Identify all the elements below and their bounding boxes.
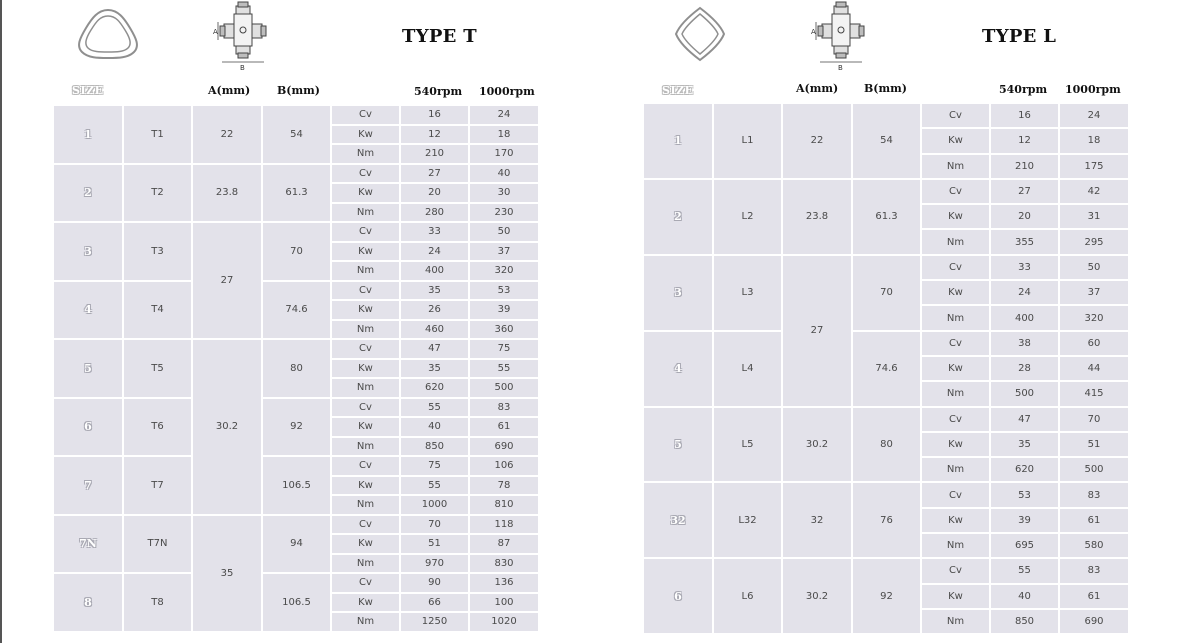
model-code-cell: L3 [713,255,782,331]
model-code-cell: L2 [713,179,782,255]
size-cell: 1 [643,103,713,179]
rpm-1000-header: 1000rpm [479,85,535,98]
rpm-1000-header: 1000rpm [1065,83,1121,96]
b-dimension-cell: 92 [852,558,921,634]
value-540rpm-cell: 90 [400,573,469,593]
value-1000rpm-cell: 830 [469,554,539,574]
value-540rpm-cell: 75 [400,456,469,476]
value-1000rpm-cell: 61 [1059,508,1129,533]
b-dimension-cell: 80 [262,339,331,398]
unit-label-cell: Cv [331,398,400,418]
unit-label-cell: Cv [921,179,990,204]
size-cell: 6 [643,558,713,634]
value-540rpm-cell: 27 [400,164,469,184]
value-540rpm-cell: 40 [400,417,469,437]
unit-label-cell: Cv [921,103,990,128]
size-cell: 7 [53,456,123,515]
b-dimension-cell: 70 [262,222,331,281]
unit-label-cell: Kw [331,476,400,496]
value-540rpm-cell: 33 [400,222,469,242]
b-mm-header: B(mm) [277,84,320,97]
value-540rpm-cell: 66 [400,593,469,613]
size-cell: 4 [53,281,123,340]
value-540rpm-cell: 55 [990,558,1059,583]
unit-label-cell: Nm [921,533,990,558]
value-1000rpm-cell: 83 [1059,482,1129,507]
unit-label-cell: Nm [921,609,990,634]
unit-label-cell: Nm [331,378,400,398]
unit-label-cell: Nm [921,305,990,330]
unit-label-cell: Nm [331,554,400,574]
b-dimension-cell: 54 [262,105,331,164]
size-header: SIZE [72,84,104,97]
a-dimension-cell: 30.2 [782,558,852,634]
page-left-border [0,0,2,643]
value-540rpm-cell: 26 [400,300,469,320]
b-dimension-cell: 54 [852,103,921,179]
unit-label-cell: Nm [921,381,990,406]
type-l-panel [642,0,1128,643]
value-1000rpm-cell: 690 [469,437,539,457]
size-cell: 32 [643,482,713,558]
size-cell: 5 [53,339,123,398]
value-1000rpm-cell: 61 [1059,584,1129,609]
model-code-cell: T7 [123,456,192,515]
unit-label-cell: Cv [331,515,400,535]
size-cell: 5 [643,407,713,483]
value-1000rpm-cell: 37 [1059,280,1129,305]
unit-label-cell: Kw [331,417,400,437]
unit-label-cell: Kw [921,356,990,381]
value-540rpm-cell: 47 [990,407,1059,432]
unit-label-cell: Nm [331,495,400,515]
unit-label-cell: Nm [331,320,400,340]
value-1000rpm-cell: 18 [1059,128,1129,153]
a-dimension-cell: 22 [192,105,262,164]
size-cell: 8 [53,573,123,632]
a-dimension-cell: 27 [192,222,262,339]
value-1000rpm-cell: 30 [469,183,539,203]
unit-label-cell: Cv [331,456,400,476]
value-540rpm-cell: 35 [400,359,469,379]
value-540rpm-cell: 55 [400,476,469,496]
a-dimension-cell: 23.8 [782,179,852,255]
model-code-cell: T1 [123,105,192,164]
value-1000rpm-cell: 118 [469,515,539,535]
value-540rpm-cell: 280 [400,203,469,223]
value-1000rpm-cell: 18 [469,125,539,145]
b-dimension-cell: 61.3 [852,179,921,255]
b-dimension-cell: 74.6 [262,281,331,340]
b-mm-header: B(mm) [864,82,907,95]
b-dimension-cell: 106.5 [262,456,331,515]
unit-label-cell: Cv [331,105,400,125]
value-540rpm-cell: 400 [990,305,1059,330]
value-1000rpm-cell: 50 [1059,255,1129,280]
value-1000rpm-cell: 51 [1059,432,1129,457]
size-cell: 6 [53,398,123,457]
type-l-title: TYPE L [982,26,1057,47]
dimension-b-label: B [240,64,245,72]
type-t-spec-table [52,104,540,633]
unit-label-cell: Kw [921,280,990,305]
value-1000rpm-cell: 580 [1059,533,1129,558]
model-code-cell: L6 [713,558,782,634]
value-1000rpm-cell: 360 [469,320,539,340]
unit-label-cell: Cv [921,482,990,507]
a-dimension-cell: 30.2 [782,407,852,483]
value-1000rpm-cell: 61 [469,417,539,437]
type-t-panel [52,0,538,643]
lemon-tube-profile-icon [672,4,728,66]
value-540rpm-cell: 16 [990,103,1059,128]
value-1000rpm-cell: 44 [1059,356,1129,381]
unit-label-cell: Kw [921,204,990,229]
rpm-540-header: 540rpm [414,85,463,98]
unit-label-cell: Cv [921,255,990,280]
value-540rpm-cell: 70 [400,515,469,535]
value-540rpm-cell: 970 [400,554,469,574]
triangular-tube-profile-icon [74,4,142,64]
b-dimension-cell: 92 [262,398,331,457]
model-code-cell: T5 [123,339,192,398]
unit-label-cell: Kw [331,183,400,203]
unit-label-cell: Kw [921,128,990,153]
value-1000rpm-cell: 83 [1059,558,1129,583]
b-dimension-cell: 70 [852,255,921,331]
a-dimension-cell: 32 [782,482,852,558]
value-540rpm-cell: 20 [400,183,469,203]
value-540rpm-cell: 620 [400,378,469,398]
unit-label-cell: Nm [331,261,400,281]
value-540rpm-cell: 55 [400,398,469,418]
value-540rpm-cell: 24 [400,242,469,262]
size-cell: 7N [53,515,123,574]
value-1000rpm-cell: 175 [1059,154,1129,179]
value-540rpm-cell: 24 [990,280,1059,305]
unit-label-cell: Kw [331,300,400,320]
model-code-cell: T7N [123,515,192,574]
dimension-a-label: A [213,28,218,36]
rpm-540-header: 540rpm [999,83,1048,96]
value-540rpm-cell: 20 [990,204,1059,229]
a-dimension-cell: 27 [782,255,852,407]
unit-label-cell: Cv [921,331,990,356]
unit-label-cell: Cv [331,573,400,593]
value-540rpm-cell: 850 [400,437,469,457]
value-1000rpm-cell: 810 [469,495,539,515]
value-1000rpm-cell: 55 [469,359,539,379]
value-1000rpm-cell: 170 [469,144,539,164]
size-cell: 4 [643,331,713,407]
value-540rpm-cell: 620 [990,457,1059,482]
b-dimension-cell: 94 [262,515,331,574]
model-code-cell: T6 [123,398,192,457]
unit-label-cell: Kw [921,584,990,609]
value-540rpm-cell: 51 [400,534,469,554]
a-dimension-cell: 30.2 [192,339,262,515]
value-1000rpm-cell: 500 [469,378,539,398]
model-code-cell: L32 [713,482,782,558]
unit-label-cell: Cv [331,164,400,184]
value-540rpm-cell: 460 [400,320,469,340]
value-1000rpm-cell: 75 [469,339,539,359]
model-code-cell: T8 [123,573,192,632]
value-540rpm-cell: 12 [400,125,469,145]
value-1000rpm-cell: 60 [1059,331,1129,356]
value-1000rpm-cell: 40 [469,164,539,184]
model-code-cell: T3 [123,222,192,281]
unit-label-cell: Kw [331,534,400,554]
value-540rpm-cell: 1250 [400,612,469,632]
unit-label-cell: Kw [331,593,400,613]
a-dimension-cell: 35 [192,515,262,632]
value-1000rpm-cell: 690 [1059,609,1129,634]
value-540rpm-cell: 850 [990,609,1059,634]
unit-label-cell: Nm [921,457,990,482]
value-1000rpm-cell: 78 [469,476,539,496]
value-540rpm-cell: 1000 [400,495,469,515]
unit-label-cell: Cv [331,222,400,242]
a-mm-header: A(mm) [796,82,839,95]
value-540rpm-cell: 400 [400,261,469,281]
size-cell: 1 [53,105,123,164]
unit-label-cell: Nm [921,229,990,254]
unit-label-cell: Kw [331,359,400,379]
value-1000rpm-cell: 50 [469,222,539,242]
value-540rpm-cell: 39 [990,508,1059,533]
value-1000rpm-cell: 70 [1059,407,1129,432]
value-540rpm-cell: 500 [990,381,1059,406]
b-dimension-cell: 74.6 [852,331,921,407]
value-540rpm-cell: 47 [400,339,469,359]
unit-label-cell: Nm [331,612,400,632]
size-header: SIZE [662,84,694,97]
value-540rpm-cell: 12 [990,128,1059,153]
value-540rpm-cell: 27 [990,179,1059,204]
cross-joint-drawing-icon [810,0,870,72]
a-dimension-cell: 22 [782,103,852,179]
unit-label-cell: Nm [331,437,400,457]
value-540rpm-cell: 53 [990,482,1059,507]
value-1000rpm-cell: 42 [1059,179,1129,204]
value-1000rpm-cell: 31 [1059,204,1129,229]
value-1000rpm-cell: 87 [469,534,539,554]
value-1000rpm-cell: 320 [1059,305,1129,330]
value-1000rpm-cell: 53 [469,281,539,301]
value-1000rpm-cell: 1020 [469,612,539,632]
model-code-cell: T4 [123,281,192,340]
value-1000rpm-cell: 295 [1059,229,1129,254]
unit-label-cell: Cv [331,281,400,301]
dimension-a-label: A [811,28,816,36]
value-1000rpm-cell: 320 [469,261,539,281]
unit-label-cell: Kw [331,125,400,145]
model-code-cell: L5 [713,407,782,483]
a-dimension-cell: 23.8 [192,164,262,223]
unit-label-cell: Cv [921,558,990,583]
value-1000rpm-cell: 24 [1059,103,1129,128]
type-t-title: TYPE T [402,26,477,47]
a-mm-header: A(mm) [208,84,251,97]
value-540rpm-cell: 28 [990,356,1059,381]
value-540rpm-cell: 33 [990,255,1059,280]
b-dimension-cell: 61.3 [262,164,331,223]
value-540rpm-cell: 210 [400,144,469,164]
unit-label-cell: Nm [331,203,400,223]
unit-label-cell: Nm [331,144,400,164]
value-1000rpm-cell: 230 [469,203,539,223]
value-1000rpm-cell: 24 [469,105,539,125]
value-1000rpm-cell: 83 [469,398,539,418]
size-cell: 3 [643,255,713,331]
value-540rpm-cell: 16 [400,105,469,125]
unit-label-cell: Kw [331,242,400,262]
model-code-cell: L4 [713,331,782,407]
value-540rpm-cell: 210 [990,154,1059,179]
size-cell: 3 [53,222,123,281]
value-1000rpm-cell: 106 [469,456,539,476]
b-dimension-cell: 80 [852,407,921,483]
value-1000rpm-cell: 415 [1059,381,1129,406]
type-l-spec-table [642,102,1130,635]
b-dimension-cell: 76 [852,482,921,558]
unit-label-cell: Cv [331,339,400,359]
value-1000rpm-cell: 100 [469,593,539,613]
value-540rpm-cell: 38 [990,331,1059,356]
b-dimension-cell: 106.5 [262,573,331,632]
size-cell: 2 [643,179,713,255]
unit-label-cell: Nm [921,154,990,179]
unit-label-cell: Kw [921,508,990,533]
value-540rpm-cell: 355 [990,229,1059,254]
value-540rpm-cell: 695 [990,533,1059,558]
dimension-b-label: B [838,64,843,72]
value-1000rpm-cell: 39 [469,300,539,320]
value-1000rpm-cell: 500 [1059,457,1129,482]
unit-label-cell: Cv [921,407,990,432]
unit-label-cell: Kw [921,432,990,457]
model-code-cell: L1 [713,103,782,179]
value-1000rpm-cell: 37 [469,242,539,262]
model-code-cell: T2 [123,164,192,223]
value-540rpm-cell: 35 [400,281,469,301]
value-1000rpm-cell: 136 [469,573,539,593]
size-cell: 2 [53,164,123,223]
value-540rpm-cell: 40 [990,584,1059,609]
value-540rpm-cell: 35 [990,432,1059,457]
cross-joint-drawing-icon [212,0,272,72]
